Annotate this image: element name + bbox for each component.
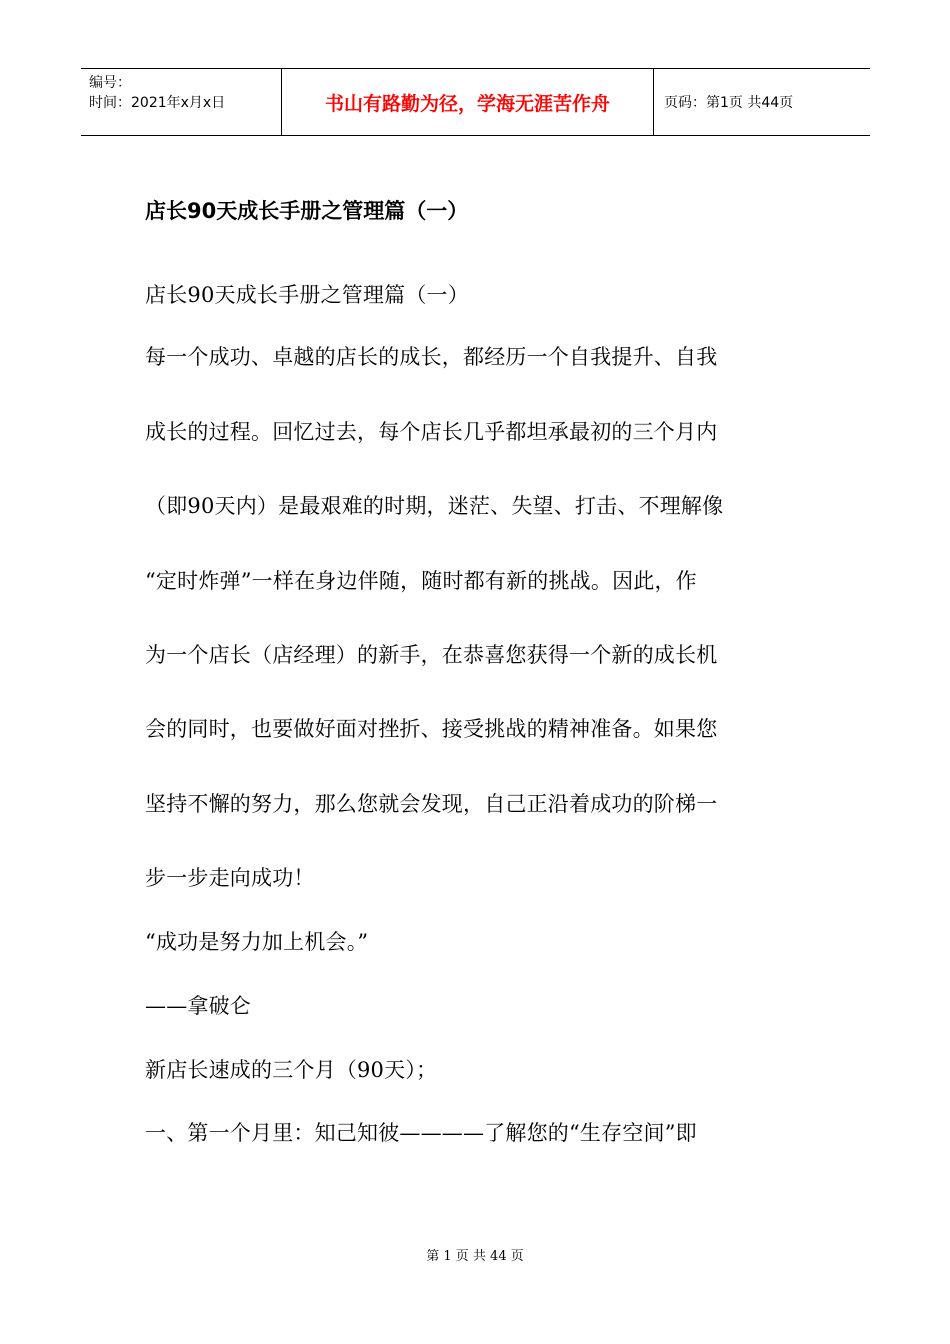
page-footer: 第 1 页 共 44 页 [426, 1249, 524, 1264]
body-line: 步一步走向成功！ [145, 866, 315, 890]
quote-author: ——拿破仑 [145, 994, 251, 1018]
page-header [81, 68, 870, 136]
body-line: （即90天内）是最艰难的时期，迷茫、失望、打击、不理解像 [145, 494, 724, 518]
quote-line: “成功是努力加上机会。” [145, 930, 369, 954]
code-label: 编号： [89, 75, 131, 91]
body-line: 会的同时，也要做好面对挫折、接受挑战的精神准备。如果您 [145, 717, 718, 741]
body-line: 新店长速成的三个月（90天）； [145, 1058, 438, 1082]
body-line: “定时炸弹”一样在身边伴随，随时都有新的挑战。因此，作 [145, 569, 697, 593]
body-line: 坚持不懈的努力，那么您就会发现，自己正沿着成功的阶梯一 [145, 792, 718, 816]
body-line: 店长90天成长手册之管理篇（一） [145, 283, 469, 307]
body-line: 为一个店长（店经理）的新手，在恭喜您获得一个新的成长机 [145, 643, 718, 667]
body-line: 成长的过程。回忆过去，每个店长几乎都坦承最初的三个月内 [145, 420, 718, 444]
document-title: 店长90天成长手册之管理篇（一） [145, 199, 469, 223]
header-meta [81, 69, 282, 135]
body-line: 每一个成功、卓越的店长的成长，都经历一个自我提升、自我 [145, 345, 718, 369]
header-motto: 书山有路勤为径，学海无涯苦作舟 [282, 69, 654, 135]
time-label: 时间：2021年x月x日 [89, 95, 226, 111]
header-page-info: 页码：第1页 共44页 [664, 95, 794, 111]
body-line: 一、第一个月里：知己知彼————了解您的“生存空间”即 [145, 1121, 697, 1145]
